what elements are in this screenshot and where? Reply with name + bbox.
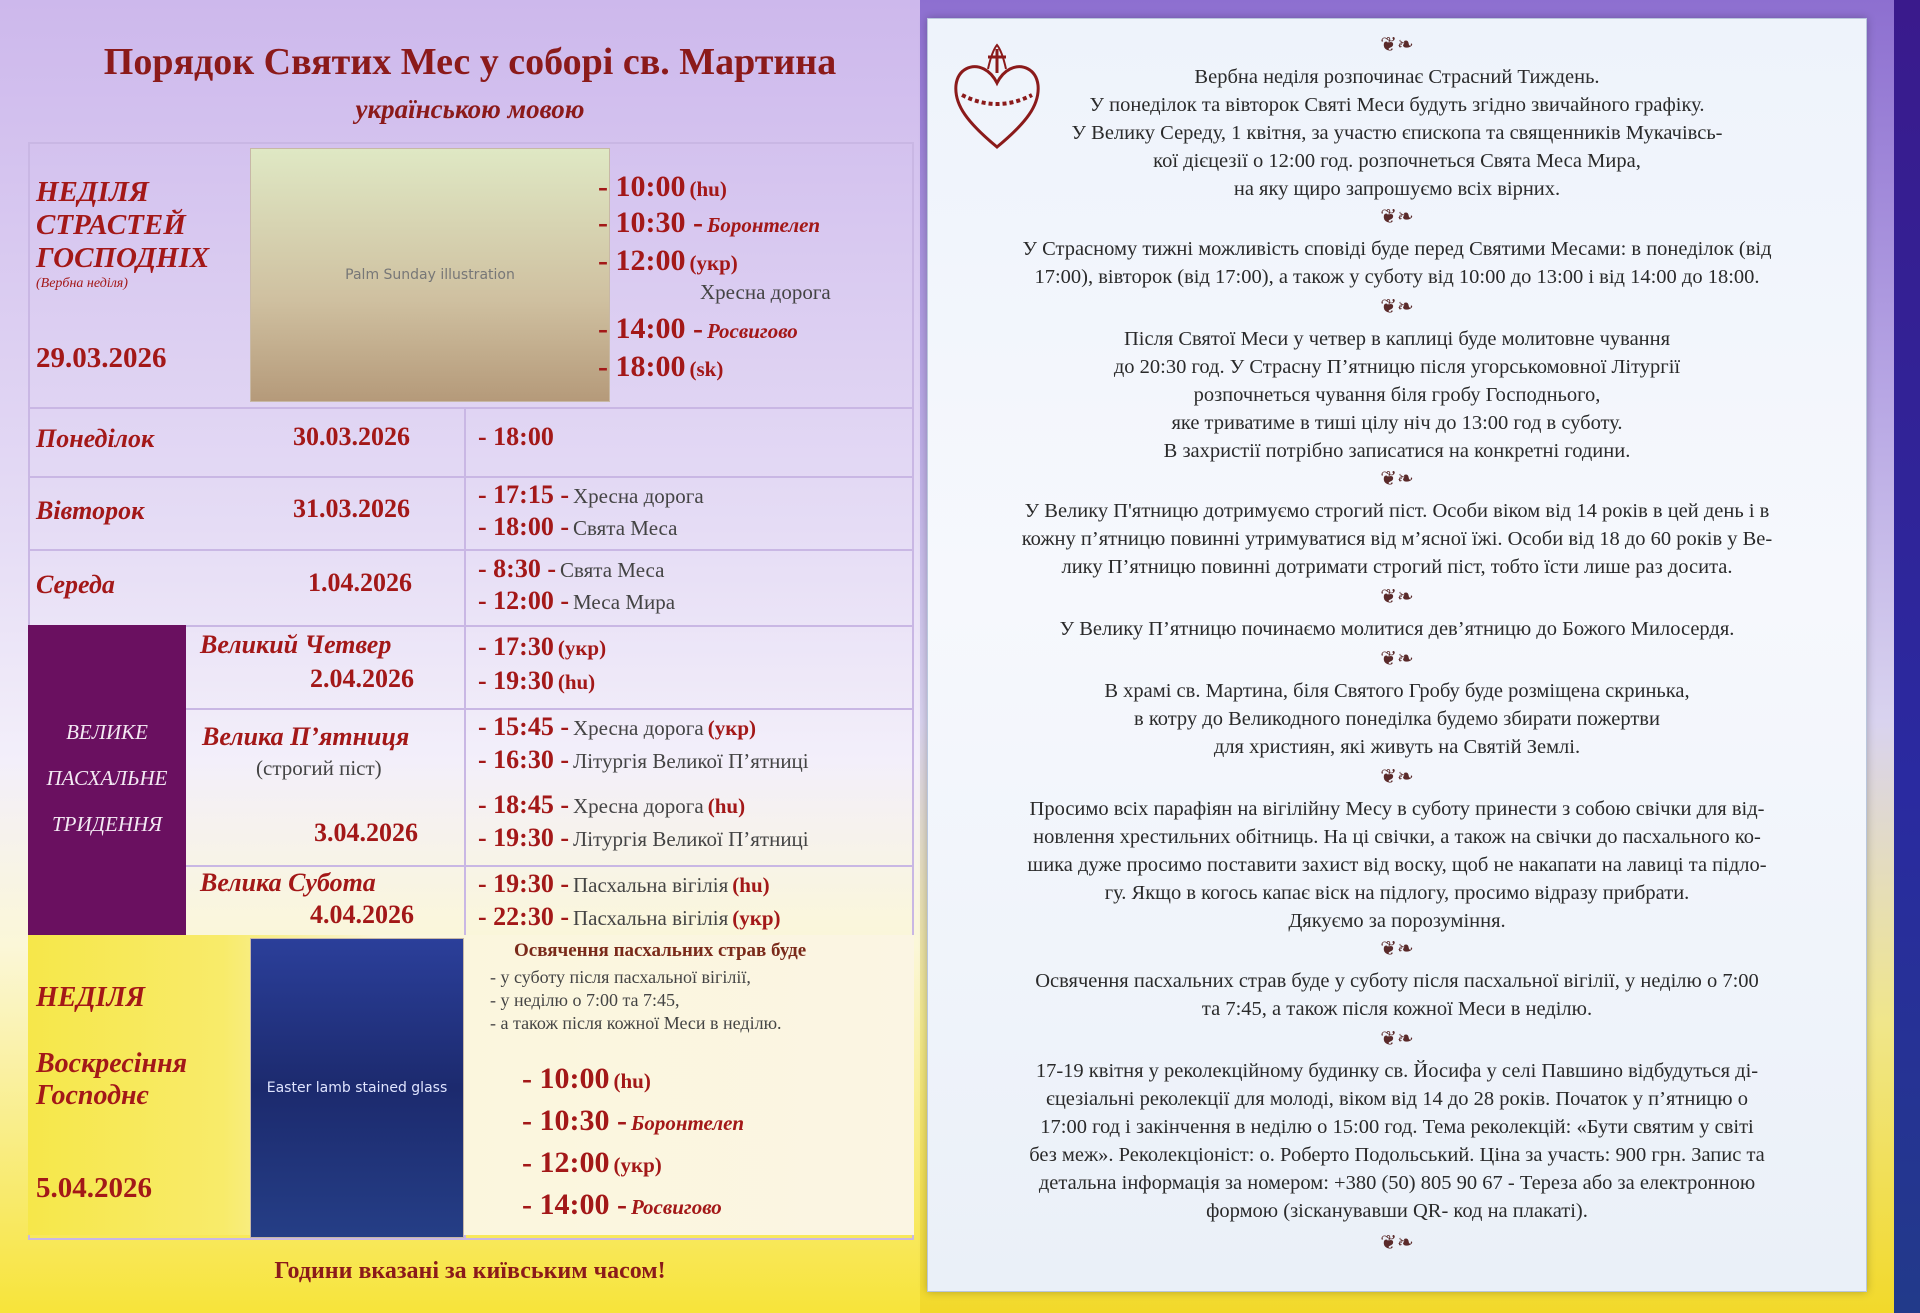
notice-fasting: У Велику П'ятницю дотримуємо строгий піст. Особи віком від 14 років в цей день і в кожну п’ятницю повинні утримуватися від м’ясної їжі. Особи від 18 до 60 років у Ве- лику П’ятницю повинні дотримати строгий піст, тобто їсти лише раз досита. [1021,500,1773,578]
palm-sunday-name: НЕДІЛЯ СТРАСТЕЙ ГОСПОДНІХ [36,176,210,274]
ornament: ❦❧ [1380,34,1414,56]
ornament: ❦❧ [1380,1028,1414,1050]
notice-donations: В храмі св. Мартина, біля Святого Гробу буде розміщена скринька, в котру до Великодного понеділка будемо збирати пожертви для християн, які живуть на Святій Землі. [1104,680,1690,758]
timezone-note: Години вказані за київським часом! [274,1258,666,1284]
notice-candles: Просимо всіх парафіян на вігілійну Месу в суботу принести з собою свічки для від- новлення хрестильних обітниць. На ці свічки, а також на свічки до пасхального ко- шика дуже просимо поставити захист від воску, щоб не накапати на лавиці та підло- гу. Якщо в когось капає віск на підлогу, просимо відразу прибрати. Дякуємо за порозуміння. [1027,798,1767,932]
schedule-table: НЕДІЛЯ СТРАСТЕЙ ГОСПОДНІХ (Вербна неділя) 29.03.2026 Palm Sunday illustration - 10:00 (hu) - 10:30 - Боронтелеп - 12:00 (укр) Хресна дорога - 14:00 - Росвигово - 18:00 (sk) Понеділок 30.03.2026 - 18:00 Вівторок 31.03.2026 - 17:15 - Хресна дорога - 18:00 - Свята Меса Середа 1.04.2026 - 8:30 - Свята Меса - 12:00 - Меса Мира ВЕЛИКЕ ПАСХАЛЬНЕ ТРИДЕННЯ Великий Четвер 2.04.2026 - 17:30 (укр) - 19:30 (hu) Велика П’ятниця (строгий піст) 3.04.2026 - 15:45 - Хресна дорога (укр) - 16:30 - Літургія Великої П’ятниці - 18:45 - Хресна дорога (hu) - 19:30 - Літургія Великої П’ятниці Велика Субота 4.04.2026 - 19:30 - Пасхальна вігілія (hu) - 22:30 - Пасхальна вігілія (укр) НЕДІЛЯ Воскресіння Господнє 5.04.2026 Easter lamb stained glass Освячення пасхальних страв буде - у суботу після пасхальної вігілії, - у неділю о 7:00 та 7:45, - а також після кожної Меси в неділю. - 10:00 (hu) - 10:30 - Боронтелеп - 12:00 (укр) - 14:00 - Росвигово [28,142,914,1240]
easter-name-1: НЕДІЛЯ [36,982,145,1013]
notice-confession: У Страсному тижні можливість сповіді буде перед Святими Месами: в понеділок (від 17:00), вівторок (від 17:00), а також у суботу від 10:00 до 13:00 і від 14:00 до 18:00. [1022,238,1772,288]
palm-sunday-image: Palm Sunday illustration [250,148,610,402]
ornament: ❦❧ [1380,468,1414,490]
page-subtitle: українською мовою [355,94,585,124]
palm-sunday-date: 29.03.2026 [36,342,167,374]
announcements-panel [927,18,1867,1292]
notice-novena: У Велику П’ятницю починаємо молитися дев’ятницю до Божого Милосердя. [1059,618,1735,640]
notice-food-blessing: Освячення пасхальних страв буде у суботу після пасхальної вігілії, у неділю о 7:00 та 7:45, а також після кожної Меси в неділю. [1035,970,1759,1020]
easter-name-2: Воскресіння Господнє [36,1048,188,1111]
notice-youth-retreat: 17-19 квітня у реколекційному будинку св. Йосифа у селі Павшино відбудуться ді- єцезіальні реколекції для молоді, віком від 14 до 28 років. Початок у п’ятницю о 17:00 год і закінчення в неділю о 15:00 год. Тема реколекцій: «Бути святим у світі без меж». Реколекціоніст: о. Роберто Подольський. Ціна за участь: 900 грн. Запис та детальна інформація за номером: +380 (50) 805 90 67 - Тереза або за електронною формою (зісканувавши QR- код на плакаті). [1029,1060,1765,1222]
notice-vigil: Після Святої Меси у четвер в каплиці буде молитовне чування до 20:30 год. У Страсну П’ятницю після угорськомовної Літургії розпочнеться чування біля гробу Господнього, яке триватиме в тиші цілу ніч до 13:00 год в суботу. В захристії потрібно записатися на конкретні години. [1113,328,1681,462]
notice-holy-week: Вербна неділя розпочинає Страсний Тиждень. У понеділок та вівторок Святі Меси будуть згідно звичайного графіку. У Велику Середу, 1 квітня, за участю єпископа та священників Мукачівсь- кої дієцезії о 12:00 год. розпочнеться Свята Меса Мира, на яку щиро запрошуємо всіх вірних. [1071,66,1723,200]
ornament: ❦❧ [1380,586,1414,608]
triduum-label: ВЕЛИКЕ ПАСХАЛЬНЕ ТРИДЕННЯ [46,720,168,836]
ornament: ❦❧ [1380,938,1414,960]
ornament: ❦❧ [1380,206,1414,228]
easter-date: 5.04.2026 [36,1172,152,1204]
page-title: Порядок Святих Мес у соборі св. Мартина [103,41,837,83]
ornament: ❦❧ [1380,648,1414,670]
ornament: ❦❧ [1380,1232,1414,1254]
palm-sunday-note: (Вербна неділя) [36,276,128,291]
easter-lamb-image: Easter lamb stained glass [250,938,464,1238]
ornament: ❦❧ [1380,296,1414,318]
ornament: ❦❧ [1380,766,1414,788]
